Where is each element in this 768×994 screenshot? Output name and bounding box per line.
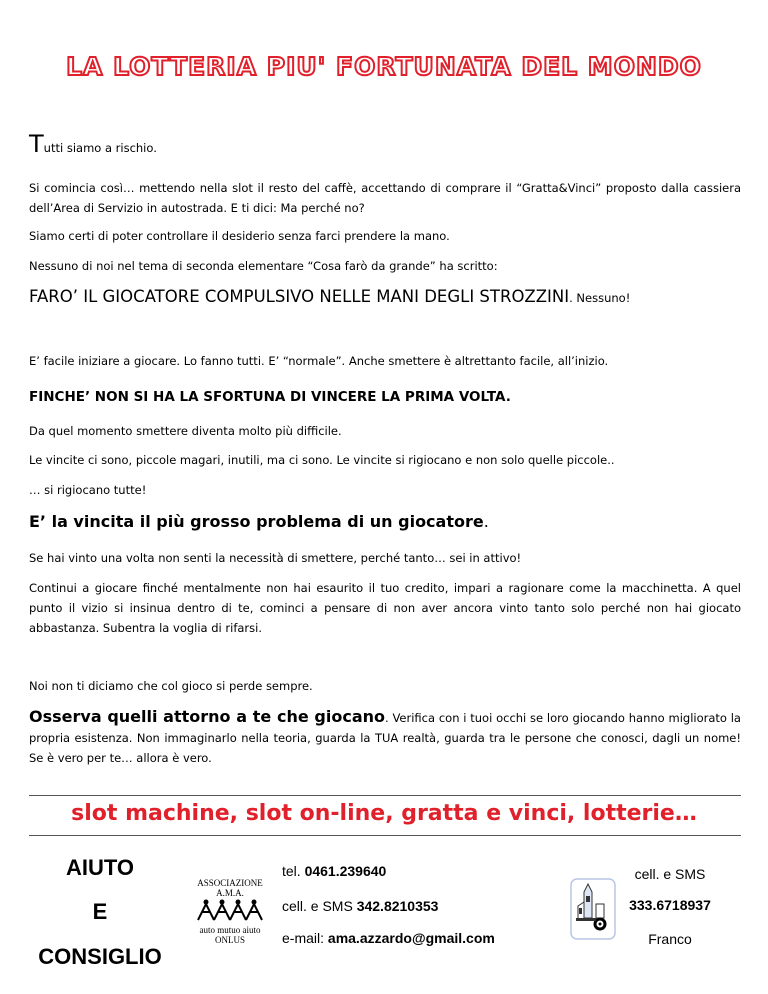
sms-label: cell. e SMS xyxy=(282,898,357,914)
right-name: Franco xyxy=(648,931,692,947)
paragraph-4 xyxy=(29,287,741,308)
paragraph-5: E’ facile iniziare a giocare. Lo fanno tutti. E’ “normale”. Anche smettere è altrettanto facile, all’inizio. xyxy=(29,354,609,368)
logo-text-bottom-2: ONLUS xyxy=(214,935,245,945)
paragraph-6: Da quel momento smettere diventa molto più difficile. xyxy=(29,424,342,438)
right-number[interactable]: 333.6718937 xyxy=(629,897,711,913)
paragraph-9: Se hai vinto una volta non senti la necessità di smettere, perché tanto… sei in attivo! xyxy=(29,551,522,565)
heading-biggest-problem xyxy=(29,512,741,533)
divider-top xyxy=(29,795,741,796)
contact-tel xyxy=(282,863,386,879)
paragraph-11: Noi non ti diciamo che col gioco si perde sempre. xyxy=(29,679,313,693)
paragraph-8: … si rigiocano tutte! xyxy=(29,483,147,497)
logo-text-top-1: ASSOCIAZIONE xyxy=(197,878,263,888)
highlight-tail: . Nessuno! xyxy=(569,291,631,305)
logo-text-bottom-1: auto mutuo aiuto xyxy=(199,925,261,935)
sms-number[interactable]: 342.8210353 xyxy=(356,898,439,914)
drop-initial: T xyxy=(29,130,44,158)
intro-paragraph xyxy=(29,130,741,158)
heading-biggest-problem-dot: . xyxy=(483,512,489,531)
divider-bottom xyxy=(29,835,741,836)
paragraph-2: Siamo certi di poter controllare il desiderio senza farci prendere la mano. xyxy=(29,229,450,243)
email-address[interactable]: ama.azzardo@gmail.com xyxy=(327,930,495,946)
highlight-statement: FARO’ IL GIOCATORE COMPULSIVO NELLE MANI DEGLI STROZZINI xyxy=(29,287,570,306)
observe-heading: Osserva quelli attorno a te che giocano xyxy=(29,707,385,726)
heading-first-win: FINCHE’ NON SI HA LA SFORTUNA DI VINCERE LA PRIMA VOLTA. xyxy=(29,389,511,405)
left-word-1: AIUTO xyxy=(65,855,135,880)
right-label: cell. e SMS xyxy=(634,866,706,882)
heading-biggest-problem-text: E’ la vincita il più grosso problema di un giocatore xyxy=(29,512,484,531)
paragraph-12 xyxy=(29,707,741,768)
tel-label: tel. xyxy=(282,863,305,879)
contact-email xyxy=(282,930,495,946)
paragraph-7: Le vincite ci sono, piccole magari, inutili, ma ci sono. Le vincite si rigiocano e non solo quelle piccole.. xyxy=(29,453,615,467)
paragraph-10: Continui a giocare finché mentalmente non hai esaurito il tuo credito, impari a ragionare come la macchinetta. A quel punto il vizio si insinua dentro di te, cominci a pensare di non aver ancora vinto tanto solo perché non hai giocato abbastanza. Subentra la voglia di rifarsi. xyxy=(29,581,741,635)
association-logo-icon xyxy=(196,898,264,924)
paragraph-3: Nessuno di noi nel tema di seconda elementare “Cosa farò da grande” ha scritto: xyxy=(29,259,498,273)
paragraph-1: Si comincia così… mettendo nella slot il resto del caffè, accettando di comprare il “Gratta&Vinci” proposto dalla cassiera dell’Area di Servizio in autostrada. E ti dici: Ma perché no? xyxy=(29,181,741,215)
tel-number[interactable]: 0461.239640 xyxy=(304,863,387,879)
page-title: LA LOTTERIA PIU' FORTUNATA DEL MONDO xyxy=(66,52,702,81)
logo-text-top-2: A.M.A. xyxy=(216,888,244,898)
left-word-2: E xyxy=(92,899,108,924)
observe-text: . Verifica con i tuoi occhi se loro giocando hanno migliorato la propria esistenza. Non immaginarlo nella teoria, guarda la TUA realtà, guarda tra le persone che conosci, dagli un nome! Se è vero per te… allora è vero. xyxy=(29,711,741,765)
slot-line: slot machine, slot on-line, gratta e vinci, lotterie… xyxy=(71,801,697,826)
intro-text: utti siamo a rischio. xyxy=(43,141,157,155)
email-label: e-mail: xyxy=(282,930,328,946)
left-word-3: CONSIGLIO xyxy=(38,944,162,969)
contact-sms xyxy=(282,898,438,914)
